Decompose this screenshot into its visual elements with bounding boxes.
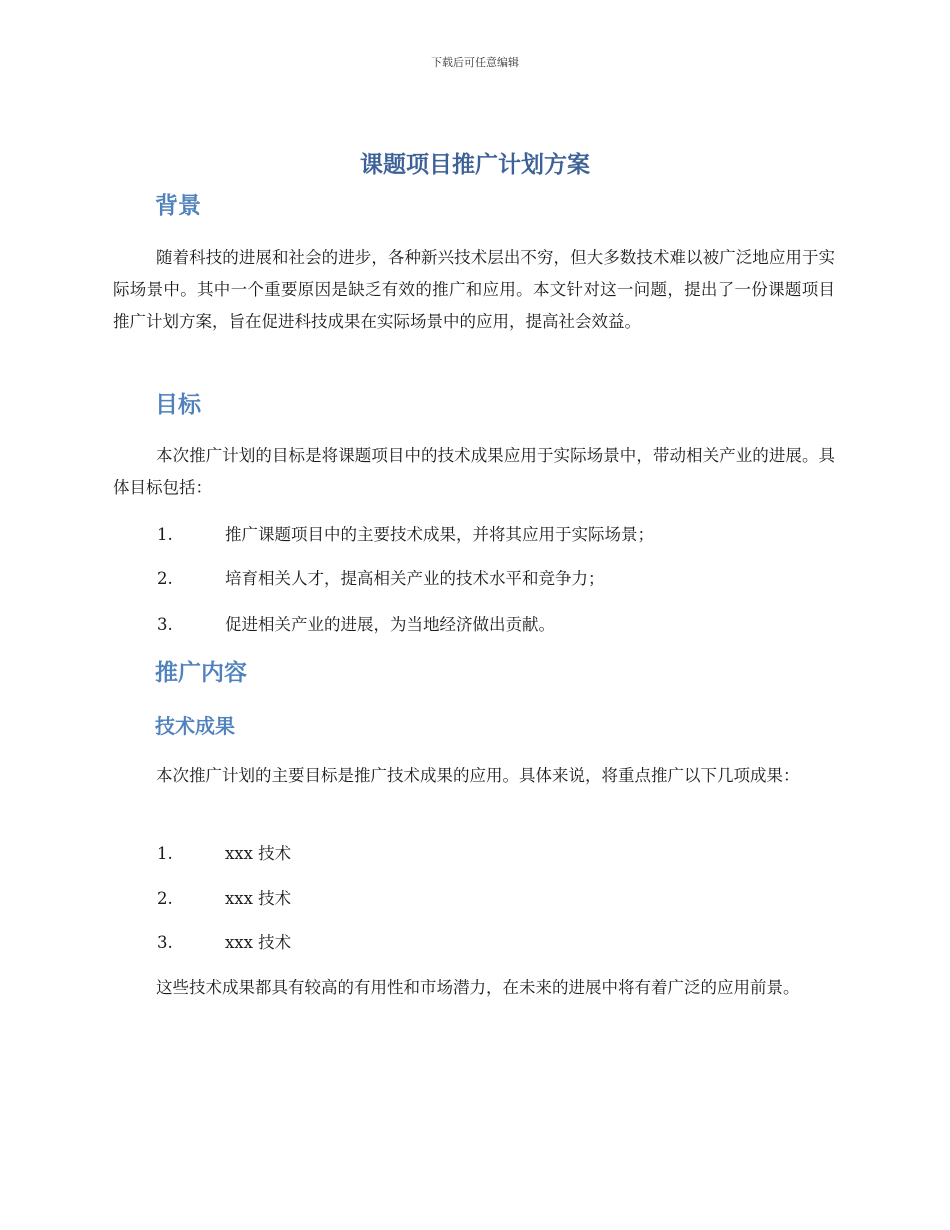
list-item xyxy=(157,613,555,637)
heading-background: 背景 xyxy=(155,193,201,219)
paragraph-goals: 本次推广计划的目标是将课题项目中的技术成果应用于实际场景中，带动相关产业的进展。具体目标包括： xyxy=(113,446,835,497)
list-item-text: 促进相关产业的进展，为当地经济做出贡献。 xyxy=(225,615,555,634)
document-title: 课题项目推广计划方案 xyxy=(360,152,590,178)
list-item-number: 3. xyxy=(157,615,173,634)
heading-promotion: 推广内容 xyxy=(155,660,247,686)
heading-goals: 目标 xyxy=(155,392,201,418)
paragraph-background: 随着科技的进展和社会的进步，各种新兴技术层出不穷，但大多数技术难以被广泛地应用于实际场景中。其中一个重要原因是缺乏有效的推广和应用。本文针对这一问题，提出了一份课题项目推广计划方案，旨在促进科技成果在实际场景中的应用，提高社会效益。 xyxy=(113,248,835,331)
paragraph-tech-results: 本次推广计划的主要目标是推广技术成果的应用。具体来说，将重点推广以下几项成果： xyxy=(156,766,800,785)
list-item-number: 1. xyxy=(157,525,173,544)
list-item xyxy=(157,523,654,547)
list-item-text: xxx 技术 xyxy=(225,889,292,908)
list-item-number: 3. xyxy=(157,933,173,952)
list-item-text: xxx 技术 xyxy=(225,844,292,863)
list-item-text: xxx 技术 xyxy=(225,933,292,952)
subheading-tech-results: 技术成果 xyxy=(155,714,235,738)
list-item-number: 1. xyxy=(157,844,173,863)
list-item-text: 推广课题项目中的主要技术成果，并将其应用于实际场景； xyxy=(225,525,654,544)
paragraph-closing: 这些技术成果都具有较高的有用性和市场潜力，在未来的进展中将有着广泛的应用前景。 xyxy=(156,978,800,997)
list-item xyxy=(157,931,291,955)
list-item-number: 2. xyxy=(157,569,173,588)
list-item xyxy=(157,567,605,591)
header-note: 下载后可任意编辑 xyxy=(431,56,519,69)
list-item-number: 2. xyxy=(157,889,173,908)
list-item-text: 培育相关人才，提高相关产业的技术水平和竞争力； xyxy=(225,569,605,588)
list-item xyxy=(157,887,291,911)
list-item xyxy=(157,842,291,866)
